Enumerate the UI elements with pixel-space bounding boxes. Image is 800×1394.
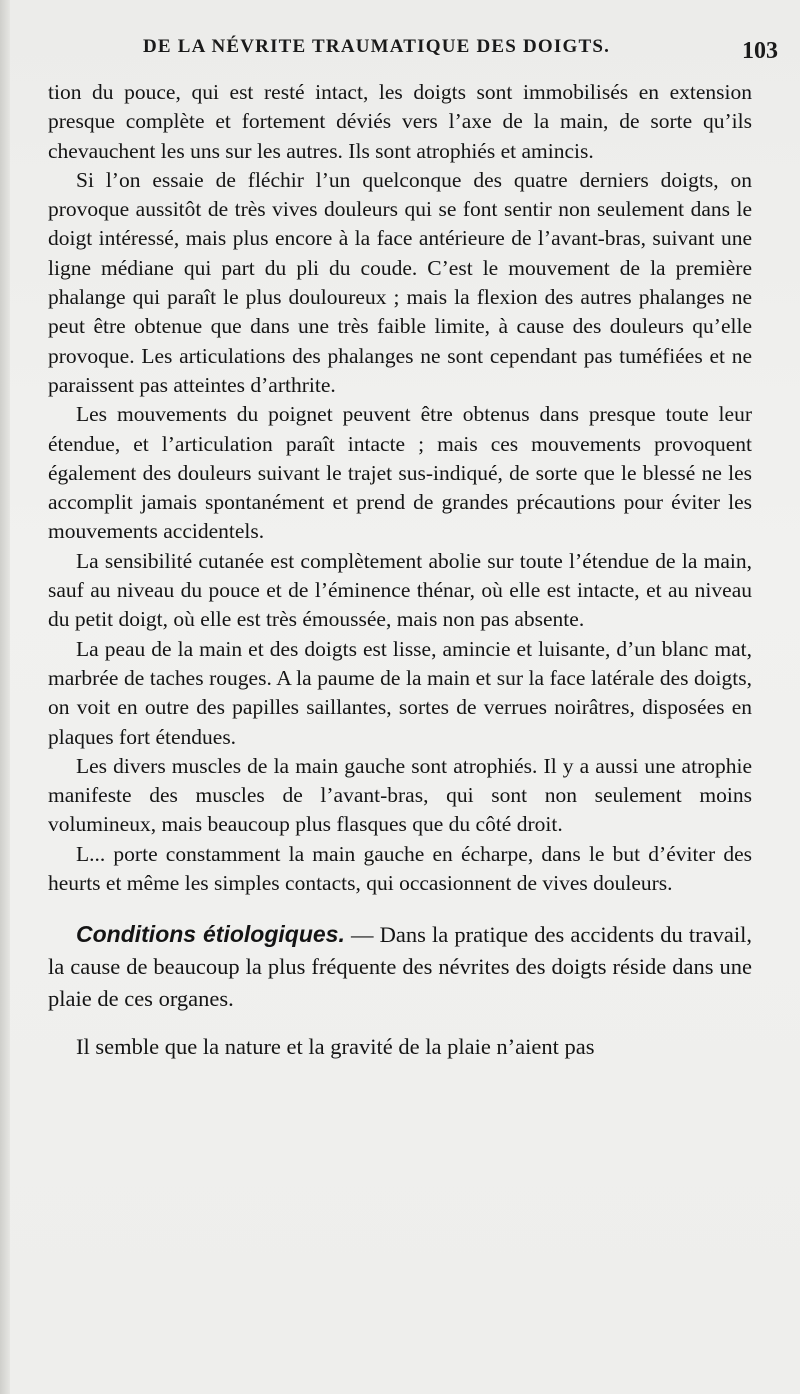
paragraph-1: tion du pouce, qui est resté intact, les doigts sont immobilisés en extension presque complète et fortement déviés vers l’axe de la main, de sorte qu’ils chevauchent les uns sur les autres. Ils sont atrophiés et amincis.: [48, 80, 752, 163]
paragraph-6: Les divers muscles de la main gauche sont atrophiés. Il y a aussi une atrophie manifeste des muscles de l’avant-bras, qui sont non seulement moins volumineux, mais beaucoup plus flasques que du côté droit.: [48, 753, 752, 837]
page-number: 103: [742, 38, 778, 64]
page-edge-shadow: [0, 0, 10, 1394]
section-title: Conditions étiologiques.: [76, 921, 345, 948]
section-text: — Dans la pratique des accidents du travail, la cause de beaucoup la plus fréquente des névrites des doigts réside dans une plaie de ces organes.: [48, 922, 752, 1012]
paragraph-5: La peau de la main et des doigts est lisse, amincie et luisante, d’un blanc mat, marbrée de taches rouges. A la paume de la main et sur la face latérale des doigts, on voit en outre des papilles saillantes, sortes de verrues noirâtres, disposées en plaques fort étendues.: [48, 636, 752, 749]
paragraph-7: L... porte constamment la main gauche en écharpe, dans le but d’éviter des heurts et même les simples contacts, qui occasionnent de vives douleurs.: [48, 841, 752, 896]
paragraph-3: Les mouvements du poignet peuvent être obtenus dans presque toute leur étendue, et l’articulation paraît intacte ; mais ces mouvements provoquent également des douleurs suivant le trajet sus-indiqué, de sorte que le blessé ne les accomplit jamais spontanément et prend de grandes précautions pour éviter les mouvements accidentels.: [48, 402, 752, 544]
body-text: [48, 78, 752, 1063]
paragraph-4: La sensibilité cutanée est complètement abolie sur toute l’étendue de la main, sauf au niveau du pouce et de l’éminence thénar, où elle est intacte, et au niveau du petit doigt, où elle est très émoussée, mais non pas absente.: [48, 548, 752, 632]
last-line: Il semble que la nature et la gravité de la plaie n’aient pas: [76, 1034, 595, 1060]
paragraph-2: Si l’on essaie de fléchir l’un quelconque des quatre derniers doigts, on provoque aussitôt de très vives douleurs qui se font sentir non seulement dans le doigt intéressé, mais plus encore à la face antérieure de l’avant-bras, suivant une ligne médiane qui part du pli du coude. C’est le mouvement de la première phalange qui paraît le plus douloureux ; mais la flexion des autres phalanges ne peut être obtenue que dans une très faible limite, à cause des douleurs qu’elle provoque. Les articulations des phalanges ne sont cependant pas tuméfiées et ne paraissent pas atteintes d’arthrite.: [48, 167, 752, 397]
running-title: DE LA NÉVRITE TRAUMATIQUE DES DOIGTS.: [143, 36, 611, 57]
section-paragraph: [48, 918, 752, 1015]
